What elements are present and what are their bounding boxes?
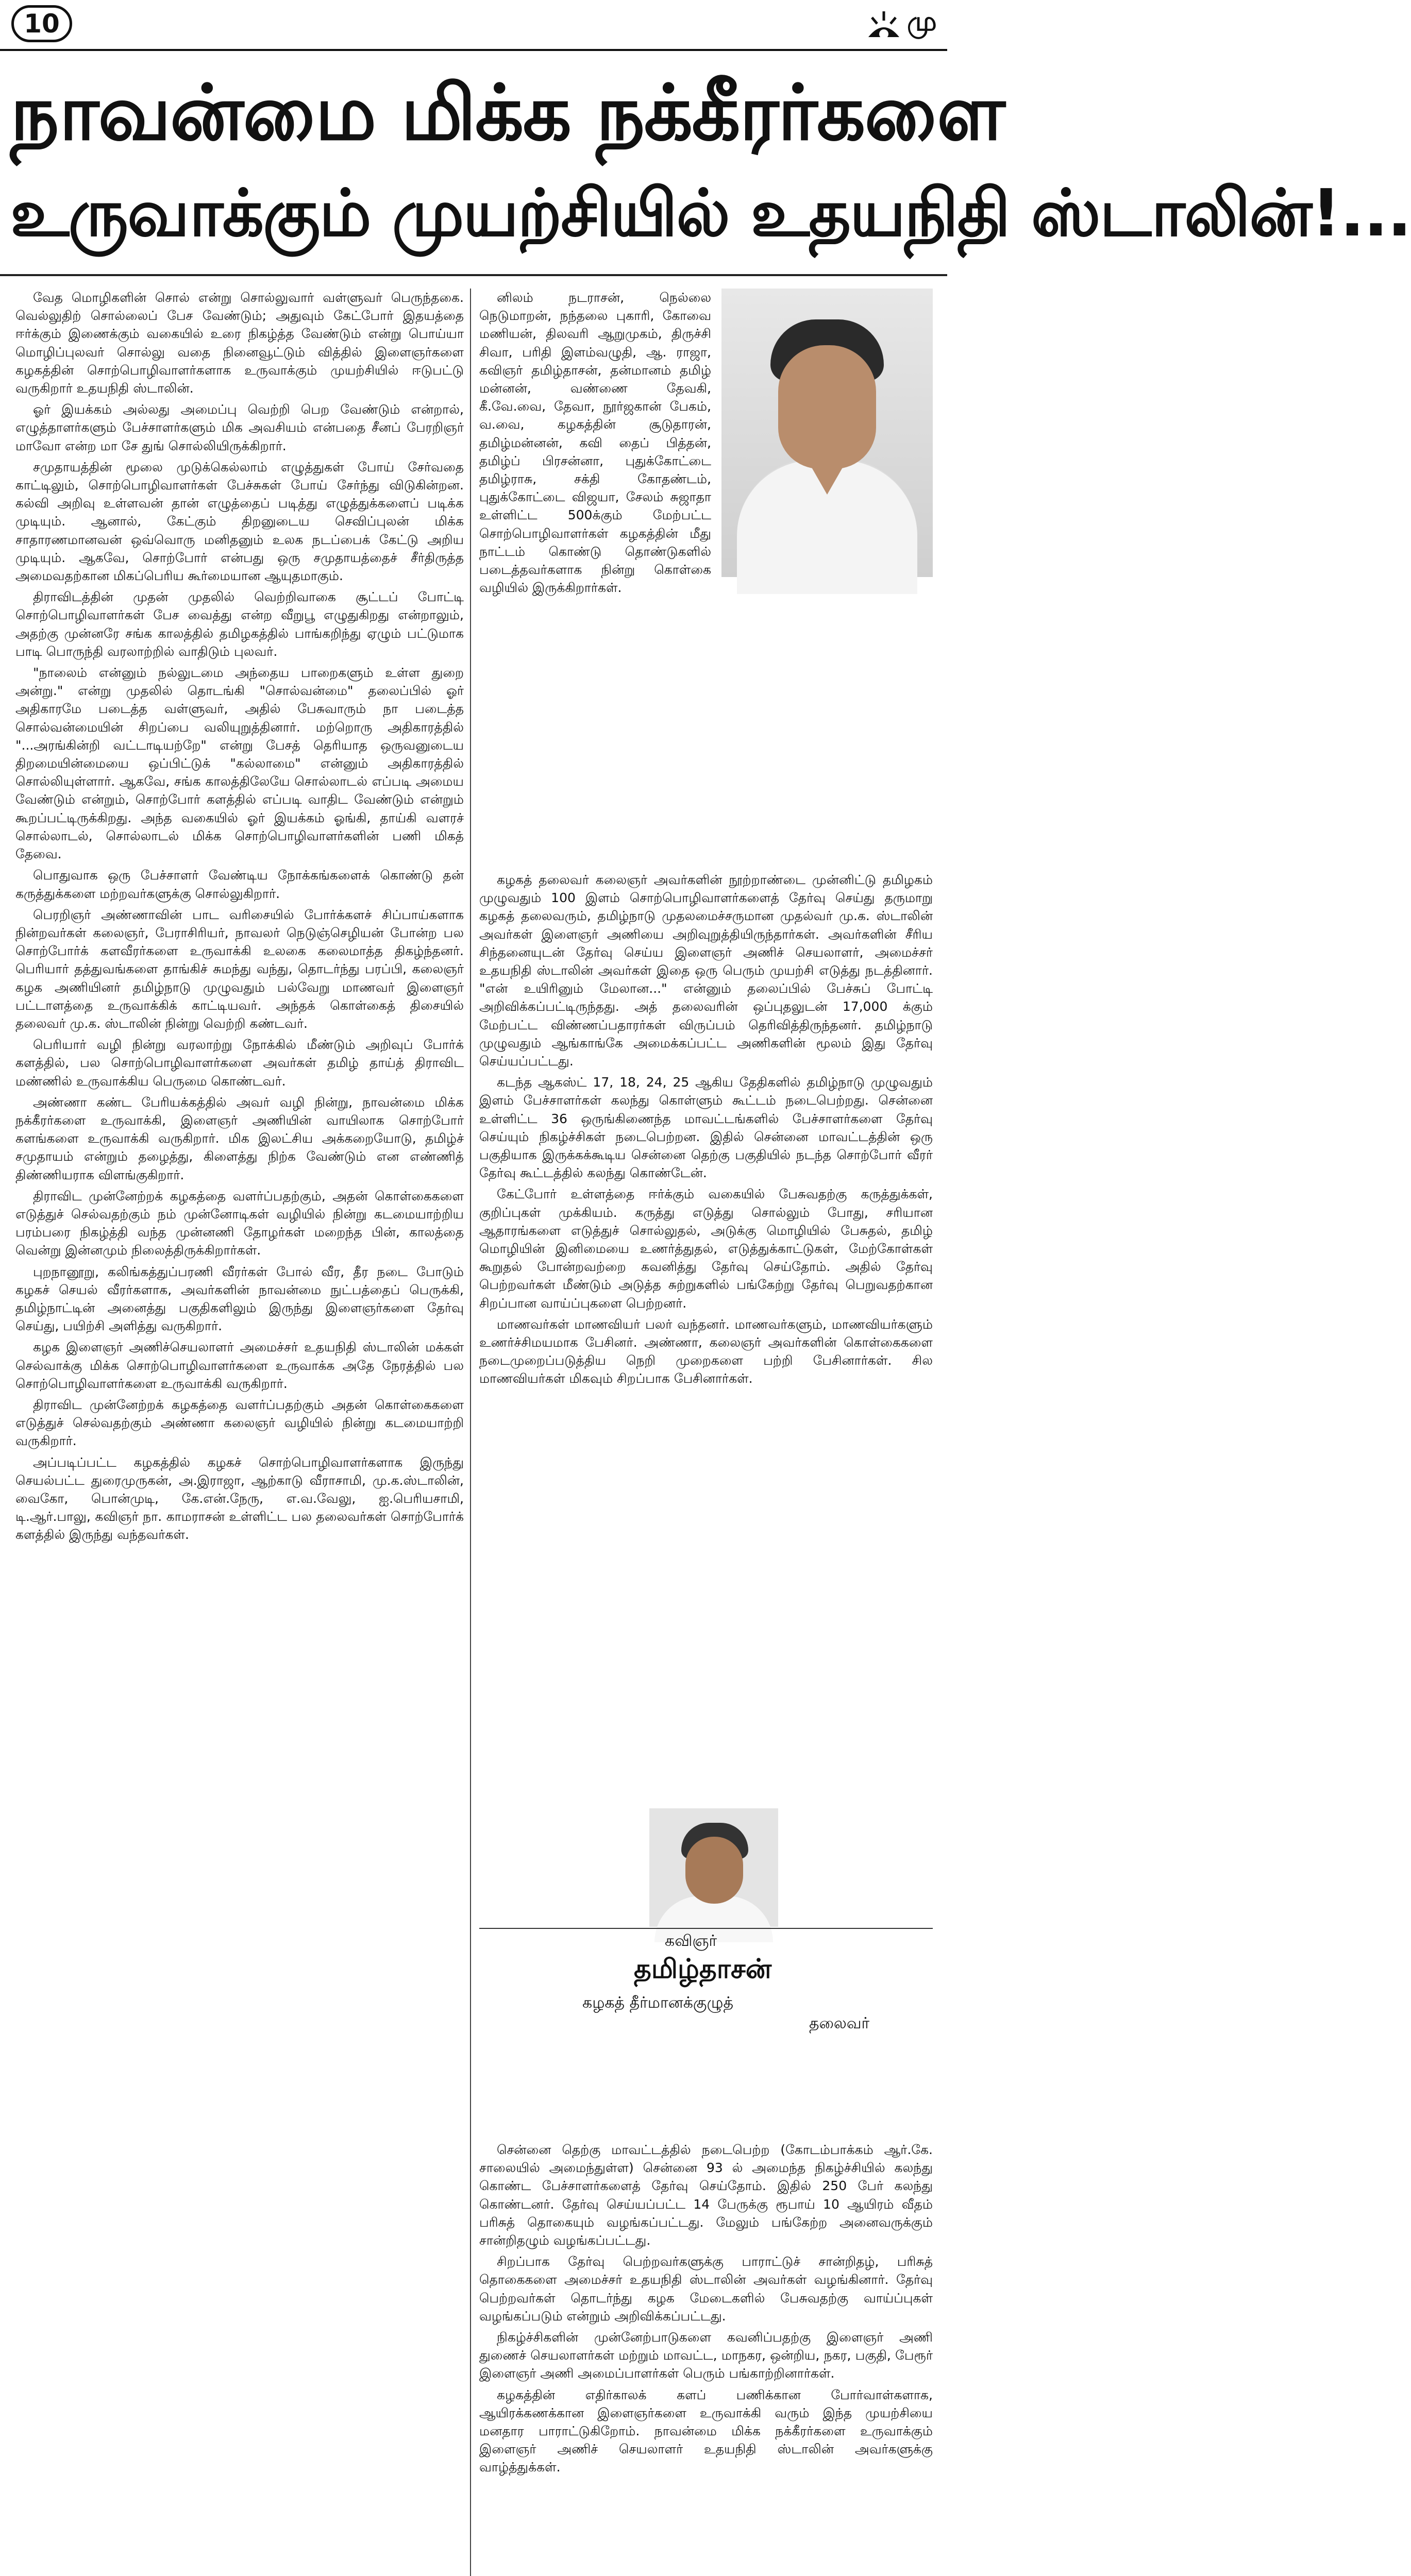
headline-line-1: நாவன்மை மிக்க நக்கீரர்களை (10, 69, 1004, 157)
paragraph: வேத மொழிகளின் சொல் என்று சொல்லுவார் வள்ளுவர் பெருந்தகை. வெல்லுதிற் சொல்லைப் பேச வேண்டும்; அதுவும் கேட்போர் இதயத்தை ஈர்க்கும் இணைக்கும் வகையில் உரை நிகழ்த்த வேண்டும் என்று பொய்யா மொழிப்புலவர் சொல்லு வதை நினைவூட்டும் வித்தில் இளைஞர்களை கழகத்தின் சொற்பொழிவாளர்களாக உருவாக்கும் முயற்சியில் ஈடுபட்டு வருகிறார் உதயநிதி ஸ்டாலின். (15, 290, 464, 396)
page-header (0, 0, 947, 51)
paragraph: ஓர் இயக்கம் அல்லது அமைப்பு வெற்றி பெற வேண்டும் என்றால், எழுத்தாளர்களும் பேச்சாளர்களும் மிக அவசியம் என்பதை சீனப் பேரறிஞர் மாவோ என்ற மா சே துங் சொல்லியிருக்கிறார். (15, 402, 464, 453)
article-right-middle-column (479, 871, 933, 1808)
article-left-column (15, 289, 464, 2576)
author-role-suffix: தலைவர் (809, 2014, 870, 2032)
article-right-top-column (479, 289, 711, 871)
headline-line-2: உருவாக்கும் முயற்சியில் உதயநிதி ஸ்டாலின்!... (10, 175, 1411, 251)
paragraph: பெரியார் வழி நின்று வரலாற்று நோக்கில் மீண்டும் அறிவுப் போர்க் களத்தில், பல சொற்பொழிவாளர்களை அவர்கள் தமிழ் தாய்த் திராவிட மண்ணில் உருவாக்கிய பெருமை கொண்டவர். (15, 1037, 464, 1089)
paragraph: கழகத் தலைவர் கலைஞர் அவர்களின் நூற்றாண்டை முன்னிட்டு தமிழகம் முழுவதும் 100 இளம் சொற்பொழிவாளர்களைத் தேர்வு செய்து தருமாறு கழகத் தலைவரும், தமிழ்நாடு முதலமைச்சருமான முதல்வர் மு.க. ஸ்டாலின் அவர்கள் இளைஞர் அணியை அறிவுறுத்தியிருந்தார்கள். அவர்களின் சீரிய சிந்தனையுடன் தேர்வு செய்ய இளைஞர் அணிச் செயலாளர், அமைச்சர் உதயநிதி ஸ்டாலின் அவர்கள் இதை ஒரு பெரும் முயற்சி எடுத்து நடத்தினார். "என் உயிரினும் மேலான..." என்னும் தலைப்பில் பேச்சுப் போட்டி அறிவிக்கப்பட்டிருந்தது. அத் தலைவரின் ஒப்புதலுடன் 17,000 க்கும் மேற்பட்ட விண்ணப்பதாரர்கள் விருப்பம் தெரிவித்திருந்தனர். தமிழ்நாடு முழுவதும் ஆங்காங்கே அமைக்கப்பட்ட அணிகளின் மூலம் இது தேர்வு செய்யப்பட்டது. (479, 872, 933, 1069)
author-name: தமிழ்தாசன் (634, 1954, 772, 1985)
paragraph: திராவிட முன்னேற்றக் கழகத்தை வளர்ப்பதற்கும், அதன் கொள்கைகளை எடுத்துச் செல்வதற்கும் நம் முன்னோடிகள் வழியில் நின்று கடமையாற்றிய பரம்பரை நிகழ்த்தி வந்த முன்னணி தோழர்கள் மறைந்த பின், காலத்தை வென்று இன்னமும் நிலைத்திருக்கிறார்கள். (15, 1188, 464, 1258)
paragraph: கேட்போர் உள்ளத்தை ஈர்க்கும் வகையில் பேசுவதற்கு கருத்துக்கள், குறிப்புகள் முக்கியம். கருத்து எடுத்து சொல்லும் போது, சரியான ஆதாரங்களை எடுத்துச் சொல்லுதல், அடுக்கு மொழியில் பேசுதல், தமிழ் மொழியின் இனிமையை உணர்த்துதல், எடுத்துக்காட்டுகள், மேற்கோள்கள் கூறுதல் போன்றவற்றை கவனித்து தேர்வு செய்தோம். அதில் தேர்வு பெற்றவர்கள் மீண்டும் அடுத்த சுற்றுகளில் பங்கேற்று தேர்வு பெறுவதற்கான சிறப்பான வாய்ப்புகளை பெற்றனர். (479, 1187, 933, 1311)
paragraph: சமுதாயத்தின் மூலை முடுக்கெல்லாம் எழுத்துகள் போய் சேர்வதை காட்டிலும், சொற்பொழிவாளர்கள் பேச்சுகள் போய் சேர்ந்து விடுகின்றன. கல்வி அறிவு உள்ளவன் தான் எழுத்தைப் படித்து எழுத்துக்களைப் படிக்க முடியும். ஆனால், கேட்கும் திறனுடைய செவிப்புலன் மிக்க சாதாரணமானவன் ஒவ்வொரு மனிதனும் உலக நடப்பைக் கேட்டு அறிய முடியும். ஆகவே, சொற்போர் என்பது ஒரு சமுதாயத்தைச் சீர்திருத்த அமைவதற்கான மிகப்பெரிய கூர்மையான ஆயுதமாகும். (15, 459, 464, 584)
column-divider (470, 289, 471, 2576)
paragraph: நிகழ்ச்சிகளின் முன்னேற்பாடுகளை கவனிப்பதற்கு இளைஞர் அணி துணைச் செயலாளர்கள் மற்றும் மாவட்ட, மாநகர, ஒன்றிய, நகர, பகுதி, பேரூர் இளைஞர் அணி அமைப்பாளர்கள் பெரும் பங்காற்றினார்கள். (479, 2330, 933, 2381)
udhayanidhi-photo (721, 289, 933, 577)
paragraph: அண்ணா கண்ட பேரியக்கத்தில் அவர் வழி நின்று, நாவன்மை மிக்க நக்கீரர்களை உருவாக்கி, இளைஞர் அணியின் வாயிலாக சொற்போர் களங்களை உருவாக்கி வருகிறார். மிக இலட்சிய அக்கறையோடு, தமிழ்ச் சமுதாயம் என்றும் தழைத்து, கிளைத்து நிற்க வேண்டும் என எண்ணித் திண்ணியராக விளங்குகிறார். (15, 1094, 464, 1182)
author-role: கழகத் தீர்மானக்குழுத் (582, 1994, 733, 2012)
paragraph: பொதுவாக ஒரு பேச்சாளர் வேண்டிய நோக்கங்களைக் கொண்டு தன் கருத்துக்களை மற்றவர்களுக்கு சொல்லுகிறார். (15, 868, 464, 901)
rising-sun-logo-icon (866, 7, 902, 41)
paragraph: சிறப்பாக தேர்வு பெற்றவர்களுக்கு பாராட்டுச் சான்றிதழ், பரிசுத் தொகைகளை அமைச்சர் உதயநிதி ஸ்டாலின் அவர்கள் வழங்கினார். தேர்வு பெற்றவர்கள் தொடர்ந்து கழக மேடைகளில் பேசுவதற்கு வாய்ப்புகள் வழங்கப்படும் என்றும் அறிவிக்கப்பட்டது. (479, 2254, 933, 2324)
page-number: 10 (11, 5, 72, 42)
paragraph: "நாலைம் என்னும் நல்லுடமை அந்தைய பாறைகளும் உள்ள துறை அன்று." என்று முதலில் தொடங்கி "சொல்வன்மை" தலைப்பில் ஓர் அதிகாரமே படைத்த வள்ளுவர், அதில் பேசுவாரும் நா படைத்த சொல்வன்மையின் சிறப்பை வலியுறுத்தினார். மற்றொரு அதிகாரத்தில் "...அரங்கின்றி வட்டாடியற்றே" என்று பேசத் தெரியாத ஒருவனுடைய திறமையின்மையை ஒப்பிட்டுக் "கல்லாமை" என்னும் அதிகாரத்தில் சொல்லியுள்ளார். ஆகவே, சங்க காலத்திலேயே சொல்லாடல் எப்படி அமைய வேண்டும் என்றும், சொற்போர் களத்தில் எப்படி வாதிட வேண்டும் என்றும் கூறப்பட்டிருக்கிறது. அந்த வகையில் ஓர் இயக்கம் ஓங்கி, தாய்கி வளரச் சொல்லாடல், சொல்லாடல் மிக்க சொற்பொழிவாளர்களின் பணி மிகத் தேவை. (15, 665, 464, 862)
paragraph: சென்னை தெற்கு மாவட்டத்தில் நடைபெற்ற (கோடம்பாக்கம் ஆர்.கே. சாலையில் அமைந்துள்ள) சென்னை 93 ல் அமைந்த நிகழ்ச்சியில் கலந்து கொண்ட பேச்சாளர்களைத் தேர்வு செய்தோம். இதில் 250 பேர் கலந்து கொண்டனர். தேர்வு செய்யப்பட்ட 14 பேருக்கு ரூபாய் 10 ஆயிரம் வீதம் பரிசுத் தொகையும் வழங்கப்பட்டது. மேலும் பங்கேற்ற அனைவருக்கும் சான்றிதழும் வழங்கப்பட்டது. (479, 2142, 933, 2248)
author-byline-box (479, 1808, 933, 2035)
article-right-bottom-column (479, 2141, 933, 2576)
paragraph: கடந்த ஆகஸ்ட் 17, 18, 24, 25 ஆகிய தேதிகளில் தமிழ்நாடு முழுவதும் இளம் பேச்சாளர்கள் கலந்து கொள்ளும் கூட்டம் நடைபெற்றது. சென்னை உள்ளிட்ட 36 ஒருங்கிணைந்த மாவட்டங்களில் பேச்சாளர்களை தேர்வு செய்யும் நிகழ்ச்சிகள் நடைபெற்றன. இதில் சென்னை மாவட்டத்தின் ஒரு பகுதியாக இருக்கக்கூடிய சென்னை தெற்கு பகுதியில் நடந்த சொற்போர் வீரர் தேர்வு கூட்டத்தில் கலந்து கொண்டேன். (479, 1075, 933, 1181)
author-photo (649, 1808, 778, 1927)
paragraph: திராவிடத்தின் முதன் முதலில் வெற்றிவாகை சூட்டப் போட்டி சொற்பொழிவாளர்கள் பேச வைத்து என்ற வீறுபூ எழுதுகிறது என்றாலும், அதற்கு முன்னரே சங்க காலத்தில் தமிழகத்தில் பாங்கறிந்து ஏழும் பட்டுமாக பாடி பொருந்தி வரலாற்றில் வாதிடும் புலவர். (15, 589, 464, 659)
paragraph: பெரறிஞர் அண்ணாவின் பாட வரிசையில் போர்க்களச் சிப்பாய்களாக நின்றவர்கள் கலைஞர், பேராசிரியர், நாவலர் நெடுஞ்செழியன் போன்ற பல சொற்போர்க் களவீரர்களை உருவாக்கி உலகை கலைமாத்த திகழ்ந்தனர். பெரியார் தத்துவங்களை தாங்கிச் சுமந்து வந்து, தொடர்ந்து பரப்பி, கலைஞர் கழக அணியினர் தமிழ்நாடு முழுவதும் பல்வேறு மாணவர் இளைஞர் பட்டாளத்தை உருவாக்கிக் காட்டியவர். அந்தக் கொள்கைத் திசையில் தலைவர் மு.க. ஸ்டாலின் நின்று வெற்றி கண்டவர். (15, 907, 464, 1031)
paragraph: மாணவர்கள் மாணவியர் பலர் வந்தனர். மாணவர்களும், மாணவியர்களும் உணர்ச்சிமயமாக பேசினர். அண்ணா, கலைஞர் அவர்களின் கொள்கைகளை நடைமுறைப்படுத்திய நெறி முறைகளை பற்றி பேசினார்கள். சில மாணவியர்கள் மிகவும் சிறப்பாக பேசினார்கள். (479, 1316, 933, 1386)
paragraph: புறநானூறு, கலிங்கத்துப்பரணி வீரர்கள் போல் வீர, தீர நடை போடும் கழகச் செயல் வீரர்களாக, அவர்களின் நாவன்மை நுட்பத்தைப் பெருக்கி, தமிழ்நாட்டின் அனைத்து பகுதிகளிலும் இருந்து இளைஞர்களை தேர்வு செய்து, பயிற்சி அளித்து வருகிறார். (15, 1264, 464, 1334)
paragraph: னிலம் நடராசன், நெல்லை நெடுமாறன், நந்தலை புகாரி, கோவை மணியன், திலவரி ஆறுமுகம், திருச்சி சிவா, பரிதி இளம்வழுதி, ஆ. ராஜா, கவிஞர் தமிழ்தாசன், தன்மானம் தமிழ் மன்னன், வண்ணை தேவகி, கீ.வே.வை, தேவா, நூர்ஜகான் பேகம், வ.வை, கழகத்தின் சூடுதாரன், தமிழ்மன்னன், கவி தைப் பித்தன், தமிழ்ப் பிரசன்னா, புதுக்கோட்டை தமிழ்ராசு, சக்தி கோதண்டம், புதுக்கோட்டை விஜயா, சேலம் சுஜாதா உள்ளிட்ட 500க்கும் மேற்பட்ட சொற்பொழிவாளர்கள் கழகத்தின் மீது நாட்டம் கொண்டு தொண்டுகளில் படைத்தவர்களாக நின்று கொள்கை வழியில் இருக்கிறார்கள். (479, 290, 711, 596)
divider (479, 1928, 933, 1929)
paragraph: கழகத்தின் எதிர்காலக் களப் பணிக்கான போர்வாள்களாக, ஆயிரக்கணக்கான இளைஞர்களை உருவாக்கி வரும் இந்த முயற்சியை மனதார பாராட்டுகிறோம். நாவன்மை மிக்க நக்கீரர்களை உருவாக்கும் இளைஞர் அணிச் செயலாளர் உதயநிதி ஸ்டாலின் அவர்களுக்கு வாழ்த்துக்கள். (479, 2387, 933, 2475)
paragraph: அப்படிப்பட்ட கழகத்தில் கழகச் சொற்பொழிவாளர்களாக இருந்து செயல்பட்ட துரைமுருகன், அ.இராஜா, ஆற்காடு வீராசாமி, மு.க.ஸ்டாலின், வைகோ, பொன்முடி, கே.என்.நேரு, எ.வ.வேலு, ஐ.பெரியசாமி, டி.ஆர்.பாலு, கவிஞர் நா. காமராசன் உள்ளிட்ட பல தலைவர்கள் சொற்போர்க் களத்தில் இருந்து வந்தவர்கள். (15, 1454, 464, 1543)
brand-mark: மு (907, 6, 937, 37)
paragraph: திராவிட முன்னேற்றக் கழகத்தை வளர்ப்பதற்கும் அதன் கொள்கைகளை எடுத்துச் செல்வதற்கும் அண்ணா கலைஞர் வழியில் நின்று கடமையாற்றி வருகிறார். (15, 1397, 464, 1449)
author-tag: கவிஞர் (665, 1932, 717, 1950)
paragraph: கழக இளைஞர் அணிச்செயலாளர் அமைச்சர் உதயநிதி ஸ்டாலின் மக்கள் செல்வாக்கு மிக்க சொற்பொழிவாளர்களை உருவாக்க அதே நேரத்தில் பல சொற்பொழிவாளர்களை உருவாக்கி வருகிறார். (15, 1340, 464, 1391)
